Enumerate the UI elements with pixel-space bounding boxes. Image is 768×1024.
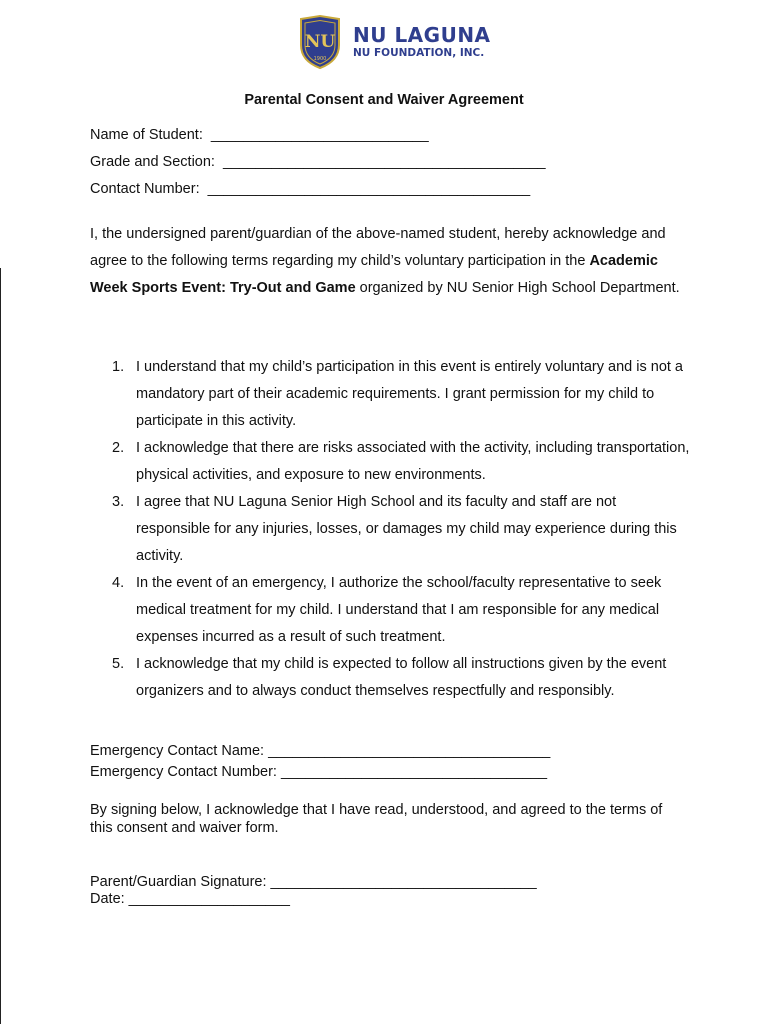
term-text: I agree that NU Laguna Senior High School and its faculty and staff are not responsible for any injuries, losses, or damages my child may experience during this activity. (136, 494, 677, 564)
term-number: 1. (112, 359, 125, 375)
guardian-signature-field: Parent/Guardian Signature: _________________________________ (90, 874, 537, 890)
term-number: 4. (112, 575, 125, 591)
grade-section-field: Grade and Section: ________________________________________ (90, 154, 546, 170)
event-name: Academic Week Sports Event: Try-Out and Game (90, 253, 658, 296)
contact-number-field: Contact Number: ________________________________________ (90, 181, 531, 197)
term-number: 5. (112, 656, 125, 672)
logo-monogram: NU (304, 32, 336, 52)
page-edge-rule (0, 268, 1, 1024)
document-title: Parental Consent and Waiver Agreement (244, 92, 524, 108)
emergency-contact-name-field: Emergency Contact Name: ___________________________________ (90, 743, 551, 759)
intro-paragraph (90, 221, 680, 302)
intro-part1: I, the undersigned parent/guardian of the above-named student, hereby acknowledge and agree to the following terms regarding my child’s voluntary participation in the (90, 226, 666, 269)
term-text: In the event of an emergency, I authorize the school/faculty representative to seek medical treatment for my child. I understand that I am responsible for any medical expenses incurred as a result of such treatment. (136, 575, 662, 645)
term-text: I understand that my child’s participation in this event is entirely voluntary and is not a mandatory part of their academic requirements. I grant permission for my child to participate in this activity. (136, 359, 683, 429)
student-name-field: Name of Student: ___________________________ (90, 127, 429, 143)
term-item (90, 570, 690, 651)
term-text: I acknowledge that my child is expected to follow all instructions given by the event organizers and to always conduct themselves respectfully and responsibly. (136, 656, 667, 699)
terms-list (90, 354, 690, 705)
term-number: 2. (112, 440, 125, 456)
logo-subtitle: NU FOUNDATION, INC. (353, 47, 485, 59)
nu-laguna-logo (297, 15, 497, 71)
logo-year: 1900 (313, 56, 327, 62)
acknowledgement-paragraph: By signing below, I acknowledge that I have read, understood, and agreed to the terms of this consent and waiver form. (90, 802, 663, 836)
term-number: 3. (112, 494, 125, 510)
nu-shield-icon (297, 15, 343, 69)
date-field: Date: ____________________ (90, 891, 290, 907)
intro-part2: organized by NU Senior High School Department. (355, 280, 680, 296)
term-item (90, 354, 690, 435)
logo-name: NU LAGUNA (353, 23, 491, 47)
term-item (90, 435, 690, 489)
term-item (90, 651, 690, 705)
emergency-contact-number-field: Emergency Contact Number: _________________________________ (90, 764, 548, 780)
term-text: I acknowledge that there are risks associated with the activity, including transportation, physical activities, and exposure to new environments. (136, 440, 690, 483)
term-item (90, 489, 690, 570)
